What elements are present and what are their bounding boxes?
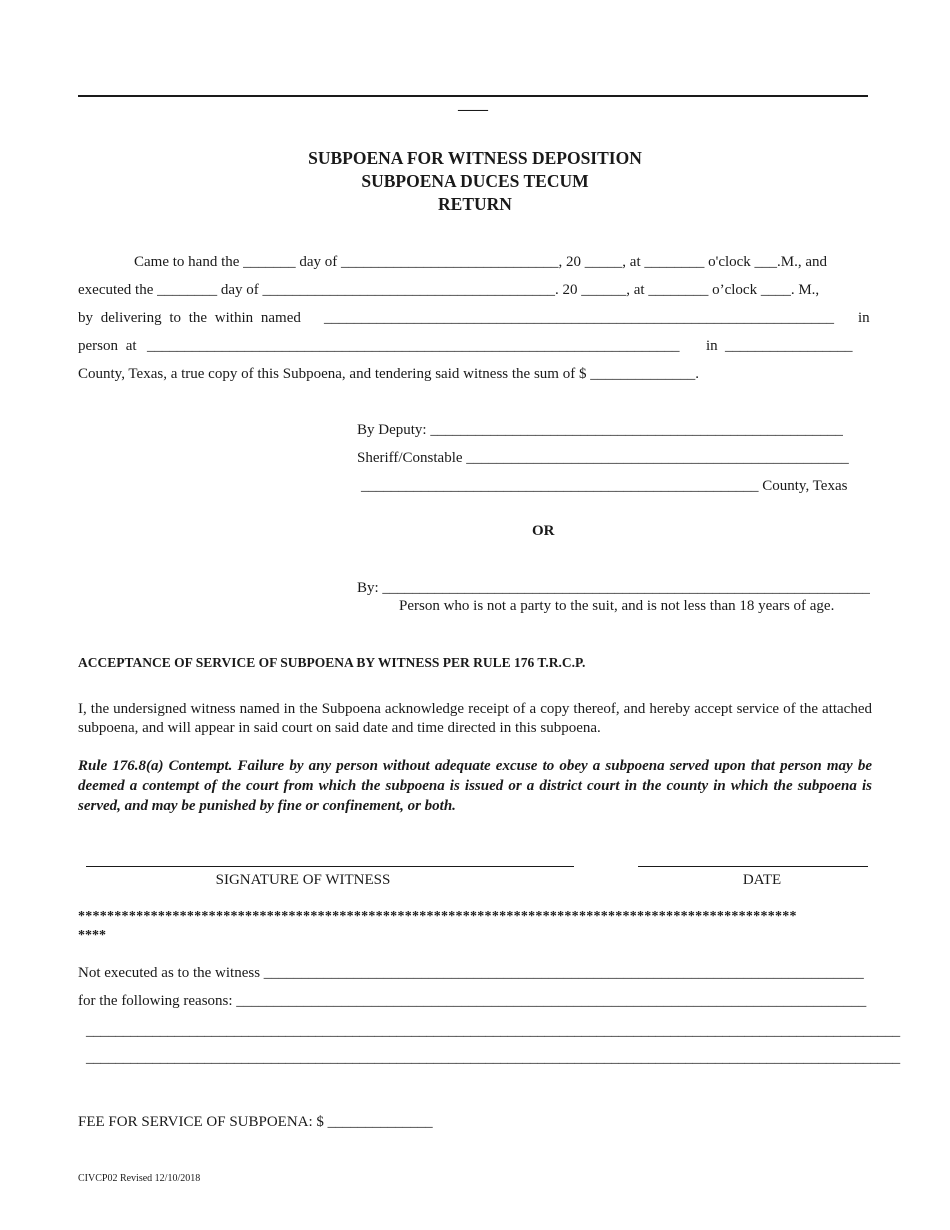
contempt-rule-paragraph: Rule 176.8(a) Contempt. Failure by any person without adequate excuse to obey a subpoena served upon that person may be deemed a contempt of the court from which the subpoena is issued or a district court in the county in which the subpoena is served, and may be punished by fine or confinement, or both. <box>78 758 872 814</box>
form-revision-footer: CIVCP02 Revised 12/10/2018 <box>78 1173 201 1184</box>
title-subpoena-duces-tecum: SUBPOENA DUCES TECUM <box>361 171 589 191</box>
title-subpoena-for-witness-deposition: SUBPOENA FOR WITNESS DEPOSITION <box>308 148 642 168</box>
return-line-county-texas: County, Texas, a true copy of this Subpoena, and tendering said witness the sum of $ ______________. <box>78 366 699 382</box>
reasons-blank-line-2[interactable]: ______________________________________________________________________________________________________________ <box>86 1050 901 1066</box>
title-return: RETURN <box>438 194 512 214</box>
person-qualifier-note: Person who is not a party to the suit, and is not less than 18 years of age. <box>399 598 835 614</box>
asterisk-separator-line2: **** <box>78 928 106 943</box>
asterisk-separator-line1: *************************************************************************************************** <box>78 909 797 924</box>
return-line-executed: executed the ________ day of _______________________________________. 20 ______, at ________ o’clock ____. M., <box>78 282 820 298</box>
witness-name-blank[interactable]: ____________________________________________________________________ <box>324 310 834 326</box>
sheriff-constable-line[interactable]: Sheriff/Constable ___________________________________________________ <box>357 450 849 466</box>
header-rule-tail: ____ <box>458 97 488 113</box>
signature-date-line[interactable] <box>638 866 868 867</box>
signature-of-witness-label: SIGNATURE OF WITNESS <box>215 872 391 888</box>
return-line-in-mid-label: in <box>706 338 718 354</box>
return-line-came-to-hand: Came to hand the _______ day of _____________________________, 20 _____, at ________ o'clock ___.M., and <box>134 254 828 270</box>
not-executed-line[interactable]: Not executed as to the witness ________________________________________________________________________________ <box>78 965 864 981</box>
return-line-in-label: in <box>858 310 870 326</box>
witness-signature-line[interactable] <box>86 866 574 867</box>
reasons-blank-line-1[interactable]: ______________________________________________________________________________________________________________ <box>86 1023 901 1039</box>
by-deputy-line[interactable]: By Deputy: _______________________________________________________ <box>357 422 843 438</box>
following-reasons-line[interactable]: for the following reasons: ____________________________________________________________________________________ <box>78 993 867 1009</box>
county-blank[interactable]: _________________ <box>725 338 853 354</box>
location-blank[interactable]: _______________________________________________________________________ <box>147 338 680 354</box>
officer-county-line[interactable]: _____________________________________________________ County, Texas <box>361 478 848 494</box>
or-label: OR <box>532 523 555 539</box>
acceptance-paragraph: I, the undersigned witness named in the Subpoena acknowledge receipt of a copy thereof, and hereby accept service of the attached subpoena, and will appear in said court on said date and time directed in this subpoena. <box>78 701 872 736</box>
acceptance-heading: ACCEPTANCE OF SERVICE OF SUBPOENA BY WITNESS PER RULE 176 T.R.C.P. <box>78 655 586 670</box>
return-line-delivering-label: by delivering to the within named <box>78 310 301 326</box>
return-line-person-at-label: person at <box>78 338 137 354</box>
by-person-line[interactable]: By: _________________________________________________________________ <box>357 580 870 596</box>
fee-for-service-line[interactable]: FEE FOR SERVICE OF SUBPOENA: $ ______________ <box>78 1114 433 1130</box>
date-label: DATE <box>742 872 782 888</box>
